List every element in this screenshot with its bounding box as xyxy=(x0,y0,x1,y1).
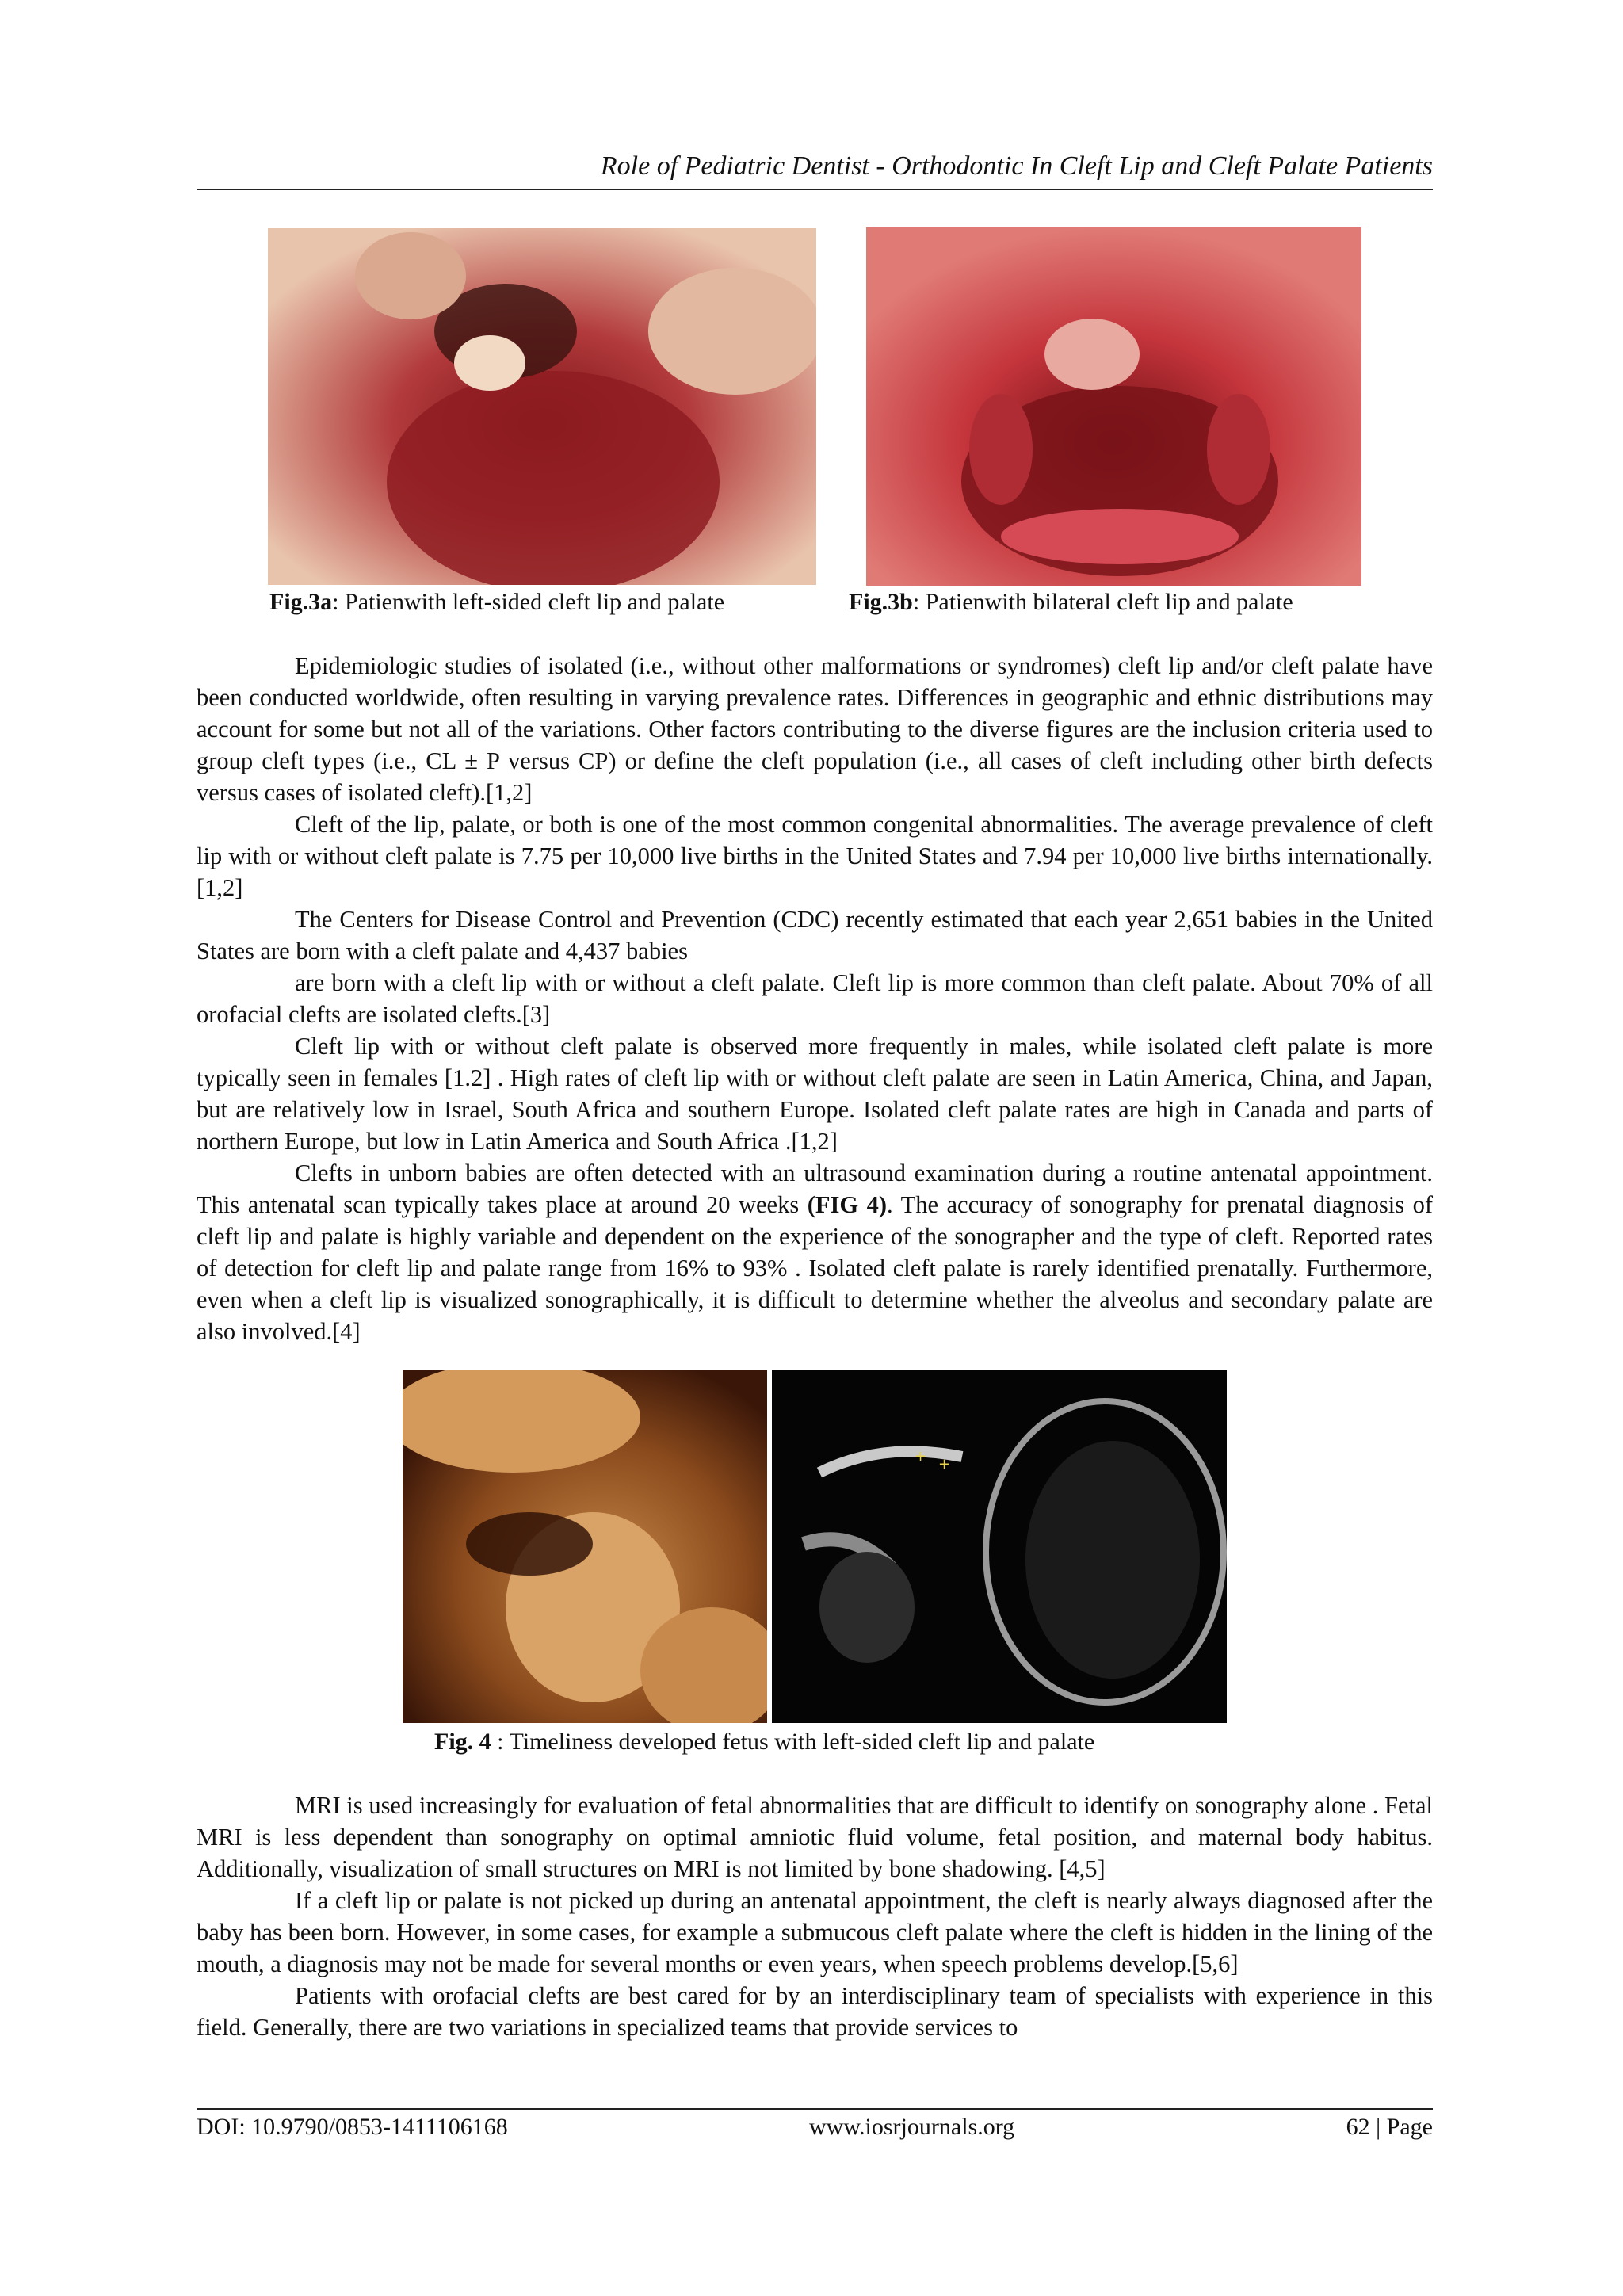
figure-3a-label: Fig.3a xyxy=(269,589,333,615)
figure-3b-image xyxy=(866,227,1361,586)
running-header: Role of Pediatric Dentist - Orthodontic In Cleft Lip and Cleft Palate Patients xyxy=(600,151,1433,181)
paragraph-ultrasound xyxy=(197,1157,1433,1347)
paragraph-cdc-continued: are born with a cleft lip with or without a cleft palate. Cleft lip is more common than cleft palate. About 70% of all orofacial clefts are isolated clefts.[3] xyxy=(197,969,1433,1028)
fig4-reference: (FIG 4) xyxy=(807,1191,887,1218)
figure-3a-caption-text: : Patienwith left-sided cleft lip and palate xyxy=(332,589,725,615)
figure-4-2d-ultrasound-image xyxy=(772,1370,1227,1723)
paragraph-prevalence: Cleft of the lip, palate, or both is one of the most common congenital abnormalities. The average prevalence of cleft lip with or without cleft palate is 7.75 per 10,000 live births in the United States and 7.94 per 10,000 live births internationally.[1,2] xyxy=(197,811,1433,901)
ultrasound-text-after: . The accuracy of sonography for prenatal diagnosis of cleft lip and palate is highly variable and dependent on the experience of the sonographer and the type of cleft. Reported rates of detection for cleft lip and palate range from 16% to 93% . Isolated cleft palate is rarely identified prenatally. Furthermore, even when a cleft lip is visualized sonographically, it is difficult to determine whether the alveolus and secondary palate are also involved.[4] xyxy=(197,1191,1434,1345)
header-rule xyxy=(197,189,1433,190)
ultrasound-text-before: Clefts in unborn babies are often detected with an ultrasound examination during a routine antenatal appointment. This antenatal scan typically takes place at around 20 weeks xyxy=(197,1159,1433,1218)
svg-text:+: + xyxy=(915,1448,927,1465)
body-section-2 xyxy=(197,1790,1433,2043)
svg-text:+: + xyxy=(938,1456,951,1473)
figure-3a-image xyxy=(268,228,816,585)
footer-doi: DOI: 10.9790/0853-1411106168 xyxy=(197,2114,508,2140)
paragraph-epidemiology: Epidemiologic studies of isolated (i.e., without other malformations or syndromes) cleft lip and/or cleft palate have been conducted worldwide, often resulting in varying prevalence rates. Differences in geographic and ethnic distributions may account for some but not all of the variations. Other factors contributing to the diverse figures are the inclusion criteria used to group cleft types (i.e., CL ± P versus CP) or define the cleft population (i.e., all cases of cleft including other birth defects versus cases of isolated cleft).[1,2] xyxy=(197,652,1433,806)
paragraph-cdc: The Centers for Disease Control and Prevention (CDC) recently estimated that each year 2,651 babies in the United States are born with a cleft palate and 4,437 babies xyxy=(197,906,1433,965)
figure-4-caption-text: : Timeliness developed fetus with left-sided cleft lip and palate xyxy=(491,1729,1095,1755)
paragraph-interdisciplinary-team: Patients with orofacial clefts are best cared for by an interdisciplinary team of specialists with experience in this field. Generally, there are two variations in specialized teams that provide services to xyxy=(197,1982,1433,2041)
figure-4-3d-ultrasound-image xyxy=(403,1370,767,1723)
figure-4-label: Fig. 4 xyxy=(434,1729,491,1755)
figure-3a-caption xyxy=(269,588,724,617)
figure-3b-caption-text: : Patienwith bilateral cleft lip and palate xyxy=(912,589,1293,615)
footer-page-number: 62 | Page xyxy=(1346,2114,1433,2140)
figure-3b-caption xyxy=(849,588,1293,617)
paragraph-postnatal-diagnosis: If a cleft lip or palate is not picked up during an antenatal appointment, the cleft is nearly always diagnosed after the baby has been born. However, in some cases, for example a submucous cleft palate where the cleft is hidden in the lining of the mouth, a diagnosis may not be made for several months or even years, when speech problems develop.[5,6] xyxy=(197,1887,1433,1977)
figure-4-caption xyxy=(434,1728,1094,1756)
footer-website-link[interactable]: www.iosrjournals.org xyxy=(809,2114,1015,2140)
figure-3b-label: Fig.3b xyxy=(849,589,913,615)
footer-rule xyxy=(197,2108,1433,2110)
body-section-1 xyxy=(197,650,1433,1347)
paragraph-sex-differences: Cleft lip with or without cleft palate is observed more frequently in males, while isolated cleft palate is more typically seen in females [1.2] . High rates of cleft lip with or without cleft palate are seen in Latin America, China, and Japan, but are relatively low in Israel, South Africa and southern Europe. Isolated cleft palate rates are high in Canada and parts of northern Europe, but low in Latin America and South Africa .[1,2] xyxy=(197,1033,1433,1155)
paragraph-mri: MRI is used increasingly for evaluation of fetal abnormalities that are difficult to identify on sonography alone . Fetal MRI is less dependent than sonography on optimal amniotic fluid volume, fetal position, and maternal body habitus. Additionally, visualization of small structures on MRI is not limited by bone shadowing. [4,5] xyxy=(197,1792,1433,1882)
